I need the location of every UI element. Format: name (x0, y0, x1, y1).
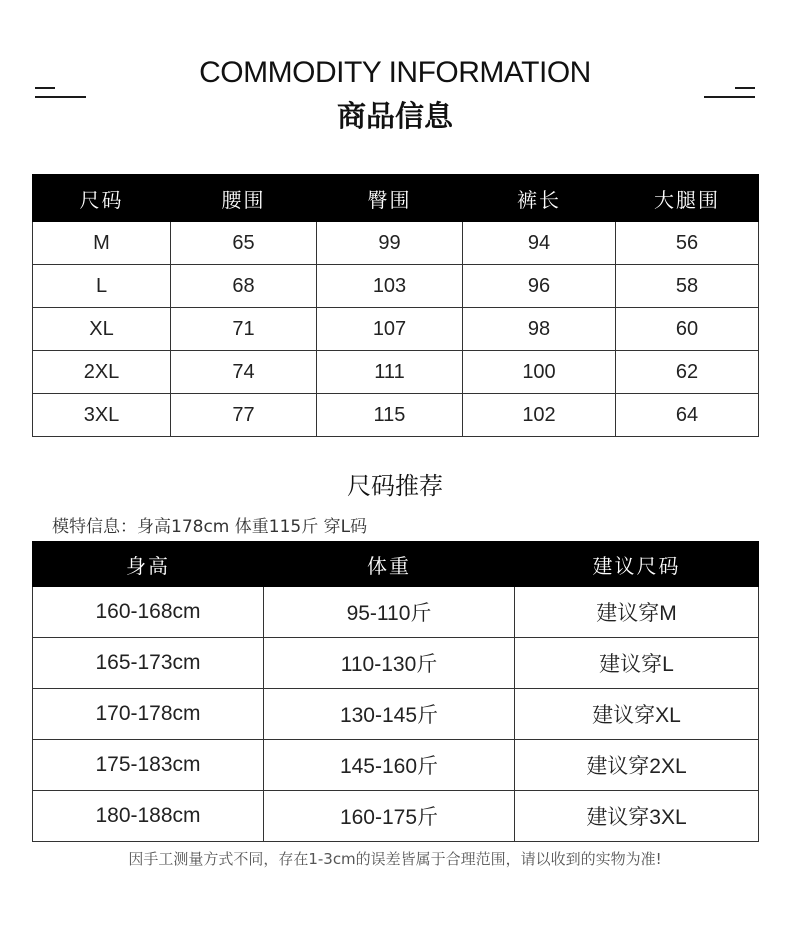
header-waist: 腰围 (171, 175, 317, 222)
recommendation-header-row (33, 542, 759, 587)
cell-waist: 65 (171, 222, 317, 265)
cell-suggestion: 建议穿M (515, 587, 759, 638)
size-table-header-row (33, 175, 759, 222)
cell-thigh: 58 (616, 265, 759, 308)
cell-hip: 99 (317, 222, 463, 265)
cell-hip: 103 (317, 265, 463, 308)
size-table (32, 174, 759, 437)
cell-suggestion: 建议穿2XL (515, 740, 759, 791)
cell-size: XL (33, 308, 171, 351)
header-hip: 臀围 (317, 175, 463, 222)
cell-hip: 115 (317, 394, 463, 437)
cell-waist: 71 (171, 308, 317, 351)
cell-height: 160-168cm (33, 587, 264, 638)
cell-height: 175-183cm (33, 740, 264, 791)
table-row (33, 351, 759, 394)
table-row (33, 587, 759, 638)
header-weight: 体重 (264, 542, 515, 587)
cell-weight: 130-145斤 (264, 689, 515, 740)
cell-size: 3XL (33, 394, 171, 437)
header-length: 裤长 (463, 175, 616, 222)
cell-hip: 111 (317, 351, 463, 394)
table-row (33, 638, 759, 689)
cell-suggestion: 建议穿XL (515, 689, 759, 740)
cell-hip: 107 (317, 308, 463, 351)
cell-weight: 110-130斤 (264, 638, 515, 689)
cell-length: 96 (463, 265, 616, 308)
title-chinese: 商品信息 (336, 99, 453, 133)
cell-waist: 74 (171, 351, 317, 394)
table-row (33, 265, 759, 308)
table-row (33, 791, 759, 842)
recommendation-table (32, 541, 759, 842)
title-english: COMMODITY INFORMATION (199, 56, 591, 89)
header-thigh: 大腿围 (616, 175, 759, 222)
model-info: 模特信息：身高178cm 体重115斤 穿L码 (52, 517, 368, 537)
cell-size: L (33, 265, 171, 308)
cell-height: 170-178cm (33, 689, 264, 740)
table-row (33, 308, 759, 351)
cell-weight: 145-160斤 (264, 740, 515, 791)
cell-thigh: 62 (616, 351, 759, 394)
cell-weight: 95-110斤 (264, 587, 515, 638)
cell-length: 94 (463, 222, 616, 265)
cell-height: 165-173cm (33, 638, 264, 689)
table-row (33, 689, 759, 740)
cell-thigh: 56 (616, 222, 759, 265)
cell-thigh: 60 (616, 308, 759, 351)
cell-length: 100 (463, 351, 616, 394)
cell-height: 180-188cm (33, 791, 264, 842)
header-height: 身高 (33, 542, 264, 587)
cell-suggestion: 建议穿3XL (515, 791, 759, 842)
cell-size: 2XL (33, 351, 171, 394)
cell-waist: 68 (171, 265, 317, 308)
cell-weight: 160-175斤 (264, 791, 515, 842)
cell-size: M (33, 222, 171, 265)
cell-suggestion: 建议穿L (515, 638, 759, 689)
table-row (33, 740, 759, 791)
cell-thigh: 64 (616, 394, 759, 437)
table-row (33, 222, 759, 265)
table-row (33, 394, 759, 437)
header-size: 尺码 (33, 175, 171, 222)
cell-length: 102 (463, 394, 616, 437)
cell-waist: 77 (171, 394, 317, 437)
cell-length: 98 (463, 308, 616, 351)
header-suggested-size: 建议尺码 (515, 542, 759, 587)
recommendation-title: 尺码推荐 (347, 472, 443, 500)
measurement-note: 因手工测量方式不同，存在1-3cm的误差皆属于合理范围，请以收到的实物为准! (128, 850, 662, 868)
